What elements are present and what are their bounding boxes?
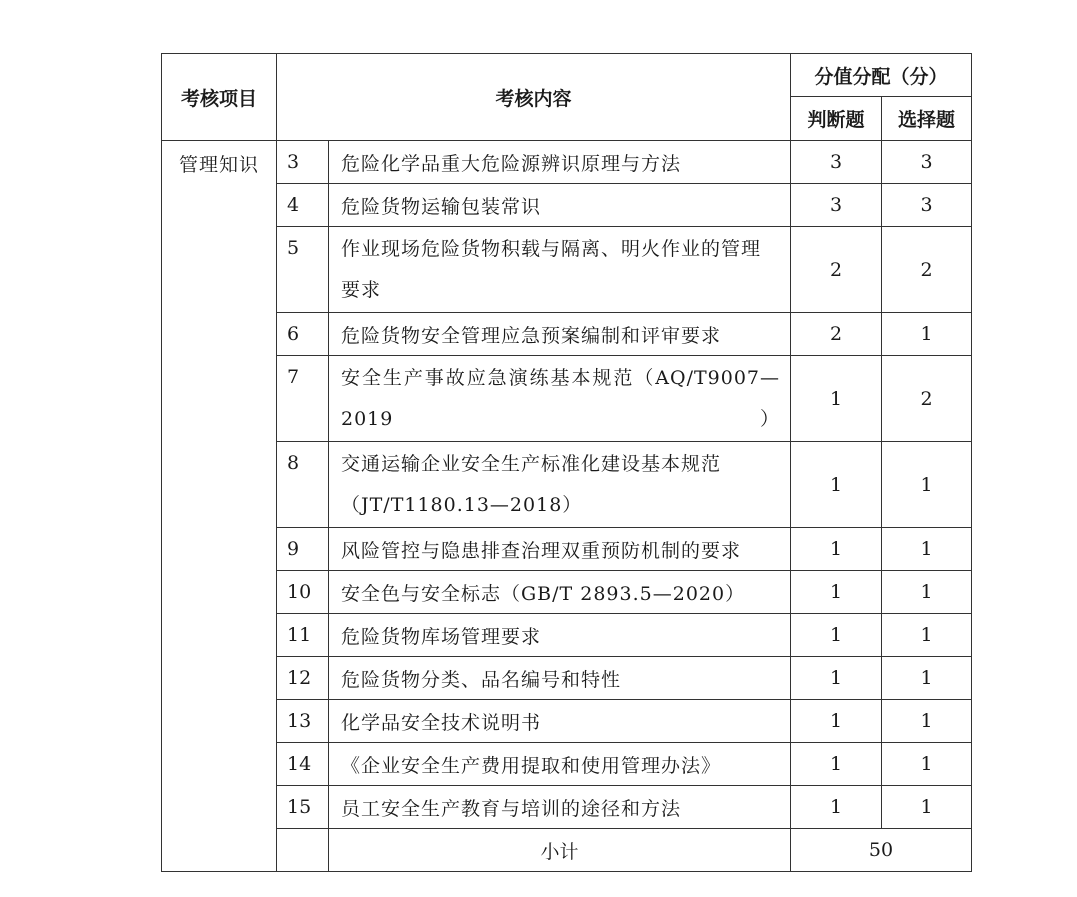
row-judgment-score: 1 (791, 743, 882, 786)
row-number: 13 (277, 700, 329, 743)
table-row (162, 786, 972, 829)
row-judgment-score: 2 (791, 227, 882, 313)
row-content: 《企业安全生产费用提取和使用管理办法》 (329, 743, 791, 786)
row-number: 4 (277, 184, 329, 227)
table-row (162, 442, 972, 528)
table-row (162, 313, 972, 356)
row-choice-score: 1 (882, 571, 972, 614)
row-choice-score: 1 (882, 528, 972, 571)
row-judgment-score: 2 (791, 313, 882, 356)
row-content: 交通运输企业安全生产标准化建设基本规范（JT/T1180.13—2018） (329, 442, 791, 528)
row-judgment-score: 1 (791, 442, 882, 528)
header-score-group: 分值分配（分） (791, 54, 972, 97)
row-judgment-score: 1 (791, 614, 882, 657)
row-content: 危险货物分类、品名编号和特性 (329, 657, 791, 700)
row-content: 风险管控与隐患排查治理双重预防机制的要求 (329, 528, 791, 571)
row-choice-score: 2 (882, 227, 972, 313)
row-content: 危险货物运输包装常识 (329, 184, 791, 227)
row-content: 作业现场危险货物积载与隔离、明火作业的管理要求 (329, 227, 791, 313)
row-choice-score: 3 (882, 184, 972, 227)
row-number: 12 (277, 657, 329, 700)
row-choice-score: 1 (882, 700, 972, 743)
header-content: 考核内容 (277, 54, 791, 141)
row-choice-score: 1 (882, 313, 972, 356)
subtotal-label: 小计 (329, 829, 791, 872)
subtotal-number-cell (277, 829, 329, 872)
row-content: 危险化学品重大危险源辨识原理与方法 (329, 141, 791, 184)
row-number: 14 (277, 743, 329, 786)
header-category: 考核项目 (162, 54, 277, 141)
row-number: 6 (277, 313, 329, 356)
row-judgment-score: 1 (791, 657, 882, 700)
subtotal-row (162, 829, 972, 872)
table-row (162, 184, 972, 227)
row-content: 危险货物库场管理要求 (329, 614, 791, 657)
table-row (162, 700, 972, 743)
row-judgment-score: 1 (791, 528, 882, 571)
table-row (162, 743, 972, 786)
row-choice-score: 1 (882, 657, 972, 700)
header-choice: 选择题 (882, 97, 972, 141)
row-judgment-score: 3 (791, 141, 882, 184)
assessment-table (161, 53, 972, 872)
row-choice-score: 1 (882, 786, 972, 829)
category-label: 管理知识 (162, 141, 277, 872)
table-row (162, 227, 972, 313)
table-row (162, 657, 972, 700)
row-judgment-score: 1 (791, 700, 882, 743)
table-row (162, 356, 972, 442)
row-choice-score: 1 (882, 442, 972, 528)
row-content: 危险货物安全管理应急预案编制和评审要求 (329, 313, 791, 356)
row-judgment-score: 1 (791, 571, 882, 614)
row-number: 8 (277, 442, 329, 528)
row-content: 安全色与安全标志（GB/T 2893.5—2020） (329, 571, 791, 614)
row-number: 5 (277, 227, 329, 313)
subtotal-value: 50 (791, 829, 972, 872)
row-number: 11 (277, 614, 329, 657)
row-choice-score: 1 (882, 743, 972, 786)
row-number: 10 (277, 571, 329, 614)
row-content: 安全生产事故应急演练基本规范（AQ/T9007—2019） (329, 356, 791, 442)
row-choice-score: 1 (882, 614, 972, 657)
row-number: 9 (277, 528, 329, 571)
header-judgment: 判断题 (791, 97, 882, 141)
row-choice-score: 3 (882, 141, 972, 184)
row-judgment-score: 1 (791, 786, 882, 829)
row-choice-score: 2 (882, 356, 972, 442)
row-judgment-score: 3 (791, 184, 882, 227)
row-number: 3 (277, 141, 329, 184)
row-content: 化学品安全技术说明书 (329, 700, 791, 743)
row-number: 15 (277, 786, 329, 829)
row-judgment-score: 1 (791, 356, 882, 442)
row-number: 7 (277, 356, 329, 442)
table-row (162, 614, 972, 657)
table-row (162, 528, 972, 571)
row-content: 员工安全生产教育与培训的途径和方法 (329, 786, 791, 829)
table-row (162, 571, 972, 614)
table-row (162, 141, 972, 184)
